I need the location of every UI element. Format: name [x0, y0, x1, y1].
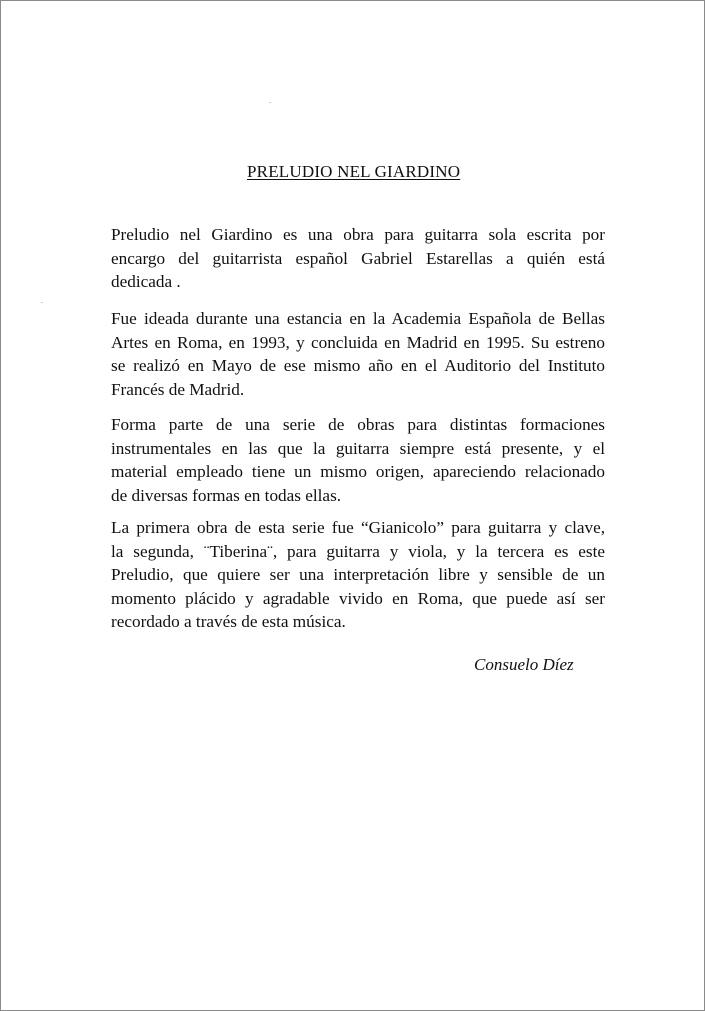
document-title: PRELUDIO NEL GIARDINO [247, 162, 461, 181]
paragraph-line: Artes en Roma, en 1993, y concluida en Madrid en 1995. Su estreno [111, 332, 605, 352]
paragraph-line: Fue ideada durante una estancia en la Academia Española de Bellas [111, 309, 605, 328]
paragraph-2 [111, 307, 605, 401]
paragraph-line: Francés de Madrid. [111, 379, 245, 399]
paragraph-line: Forma parte de una serie de obras para distintas formaciones [111, 415, 605, 434]
paragraph-line: instrumentales en las que la guitarra siempre está presente, y el [111, 438, 605, 458]
paragraph-line: Preludio, que quiere ser una interpretación libre y sensible de un [111, 565, 605, 584]
paragraph-line: de diversas formas en todas ellas. [111, 485, 342, 505]
paragraph-line: la segunda, ¨Tiberina¨, para guitarra y viola, y la tercera es este [111, 541, 605, 561]
paragraph-line: Preludio nel Giardino es una obra para guitarra sola escrita por [111, 225, 605, 244]
paragraph-line: momento plácido y agradable vivido en Roma, que puede así ser [111, 588, 605, 608]
paragraph-line: recordado a través de esta música. [111, 612, 346, 631]
paragraph-line: La primera obra de esta serie fue “Gianicolo” para guitarra y clave, [111, 518, 605, 537]
scan-speck [41, 302, 43, 303]
author-signature: Consuelo Díez [474, 655, 574, 674]
scan-speck [269, 102, 271, 103]
paragraph-line: dedicada . [111, 272, 181, 291]
paragraph-3 [111, 413, 605, 507]
paragraph-line: se realizó en Mayo de ese mismo año en el Auditorio del Instituto [111, 356, 605, 375]
paragraph-line: encargo del guitarrista español Gabriel Estarellas a quién está [111, 248, 605, 268]
paragraph-1 [111, 223, 605, 294]
paragraph-4 [111, 516, 605, 634]
paragraph-line: material empleado tiene un mismo origen, apareciendo relacionado [111, 462, 605, 481]
